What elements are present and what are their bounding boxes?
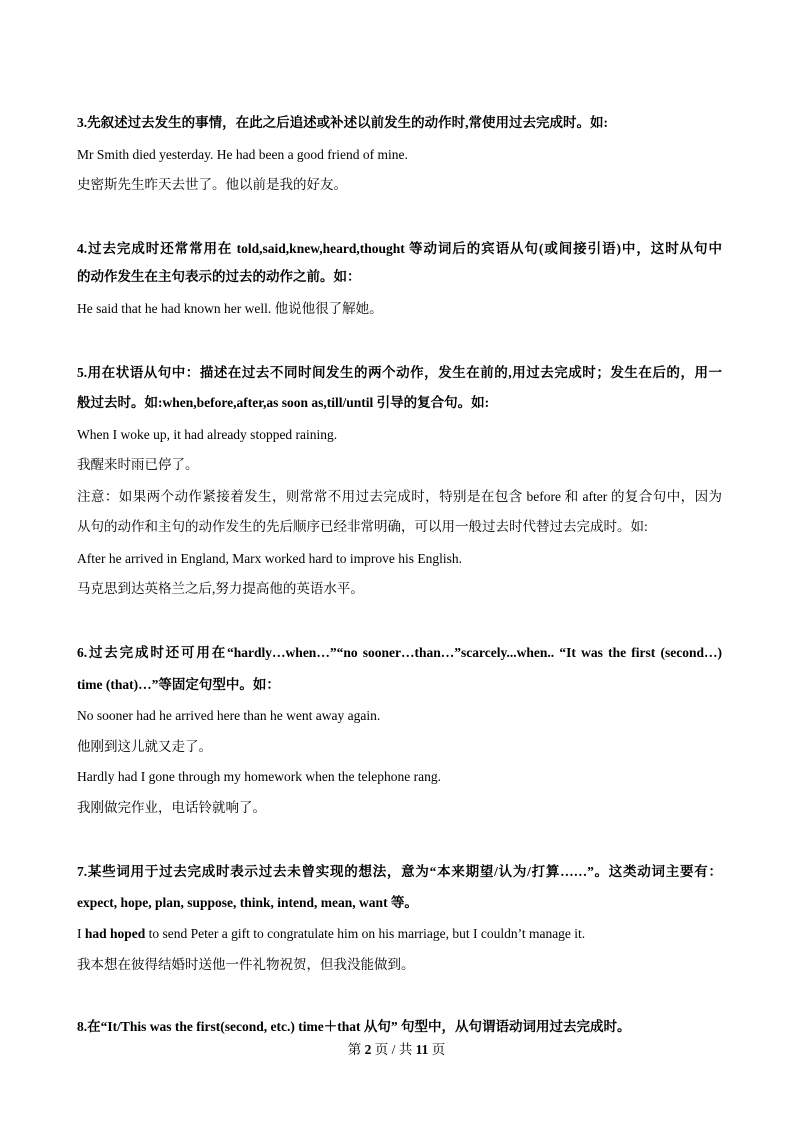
section-7-heading-line-1: 7.某些词用于过去完成时表示过去未曾实现的想法，意为“本来期望/认为/打算……”。这类动词主要有： [77, 864, 722, 879]
example-bold-verb: had hoped [84, 926, 146, 941]
example-sentence: After he arrived in England, Marx worked hard to improve his English. [77, 551, 463, 566]
footer-prefix: 第 [347, 1042, 365, 1057]
section-7-heading-line-2: expect, hope, plan, suppose, think, intend, mean, want 等。 [77, 895, 418, 910]
example-rest: to send Peter a gift to congratulate him on his marriage, but I couldn’t manage it. [145, 926, 586, 941]
section-4-heading-line-2: 的动作发生在主句表示的过去的动作之前。如： [77, 269, 361, 284]
example-sentence: No sooner had he arrived here than he went away again. [77, 708, 381, 723]
example-translation: 我醒来时雨已停了。 [77, 457, 199, 472]
example-translation: 史密斯先生昨天去世了。他以前是我的好友。 [77, 177, 347, 192]
footer-middle: 页 / 共 [371, 1042, 416, 1057]
section-8-heading: 8.在“It/This was the first(second, etc.) time＋that 从句” 句型中，从句谓语动词用过去完成时。 [77, 1019, 631, 1034]
section-5-heading-line-1: 5.用在状语从句中：描述在过去不同时间发生的两个动作，发生在前的,用过去完成时；发生在后的，用一 [77, 365, 722, 380]
example-translation: 马克思到达英格兰之后,努力提高他的英语水平。 [77, 581, 364, 596]
example-sentence [77, 924, 722, 944]
example-translation: 我本想在彼得结婚时送他一件礼物祝贺，但我没能做到。 [77, 957, 415, 972]
page-footer [0, 1040, 793, 1060]
note-line-2: 从句的动作和主句的动作发生的先后顺序已经非常明确，可以用一般过去时代替过去完成时。如: [77, 519, 648, 534]
footer-suffix: 页 [428, 1042, 446, 1057]
section-3-heading: 3.先叙述过去发生的事情，在此之后追述或补述以前发生的动作时,常使用过去完成时。如: [77, 115, 608, 130]
example-sentence: When I woke up, it had already stopped raining. [77, 427, 338, 442]
current-page-number: 2 [364, 1042, 372, 1057]
section-5-heading-line-2: 般过去时。如:when,before,after,as soon as,till/until 引导的复合句。如: [77, 395, 490, 410]
example-sentence: Hardly had I gone through my homework when the telephone rang. [77, 769, 442, 784]
total-pages-number: 11 [415, 1042, 429, 1057]
section-6-heading-line-1: 6.过去完成时还可用在“hardly…when…”“no sooner…than…”scarcely...when.. “It was the first (second…) [77, 645, 722, 660]
example-prefix: I [77, 926, 85, 941]
example-translation: 我刚做完作业，电话铃就响了。 [77, 800, 266, 815]
section-4-heading-line-1: 4.过去完成时还常常用在 told,said,knew,heard,thought 等动词后的宾语从句(或间接引语)中，这时从句中 [77, 241, 722, 256]
example-sentence: Mr Smith died yesterday. He had been a good friend of mine. [77, 147, 408, 162]
section-6-heading-line-2: time (that)…”等固定句型中。如： [77, 677, 280, 692]
note-line-1: 注意：如果两个动作紧接着发生，则常常不用过去完成时，特别是在包含 before 和 after 的复合句中，因为 [77, 489, 722, 504]
example-sentence: He said that he had known her well. 他说他很了解她。 [77, 301, 383, 316]
example-translation: 他刚到这儿就又走了。 [77, 739, 212, 754]
